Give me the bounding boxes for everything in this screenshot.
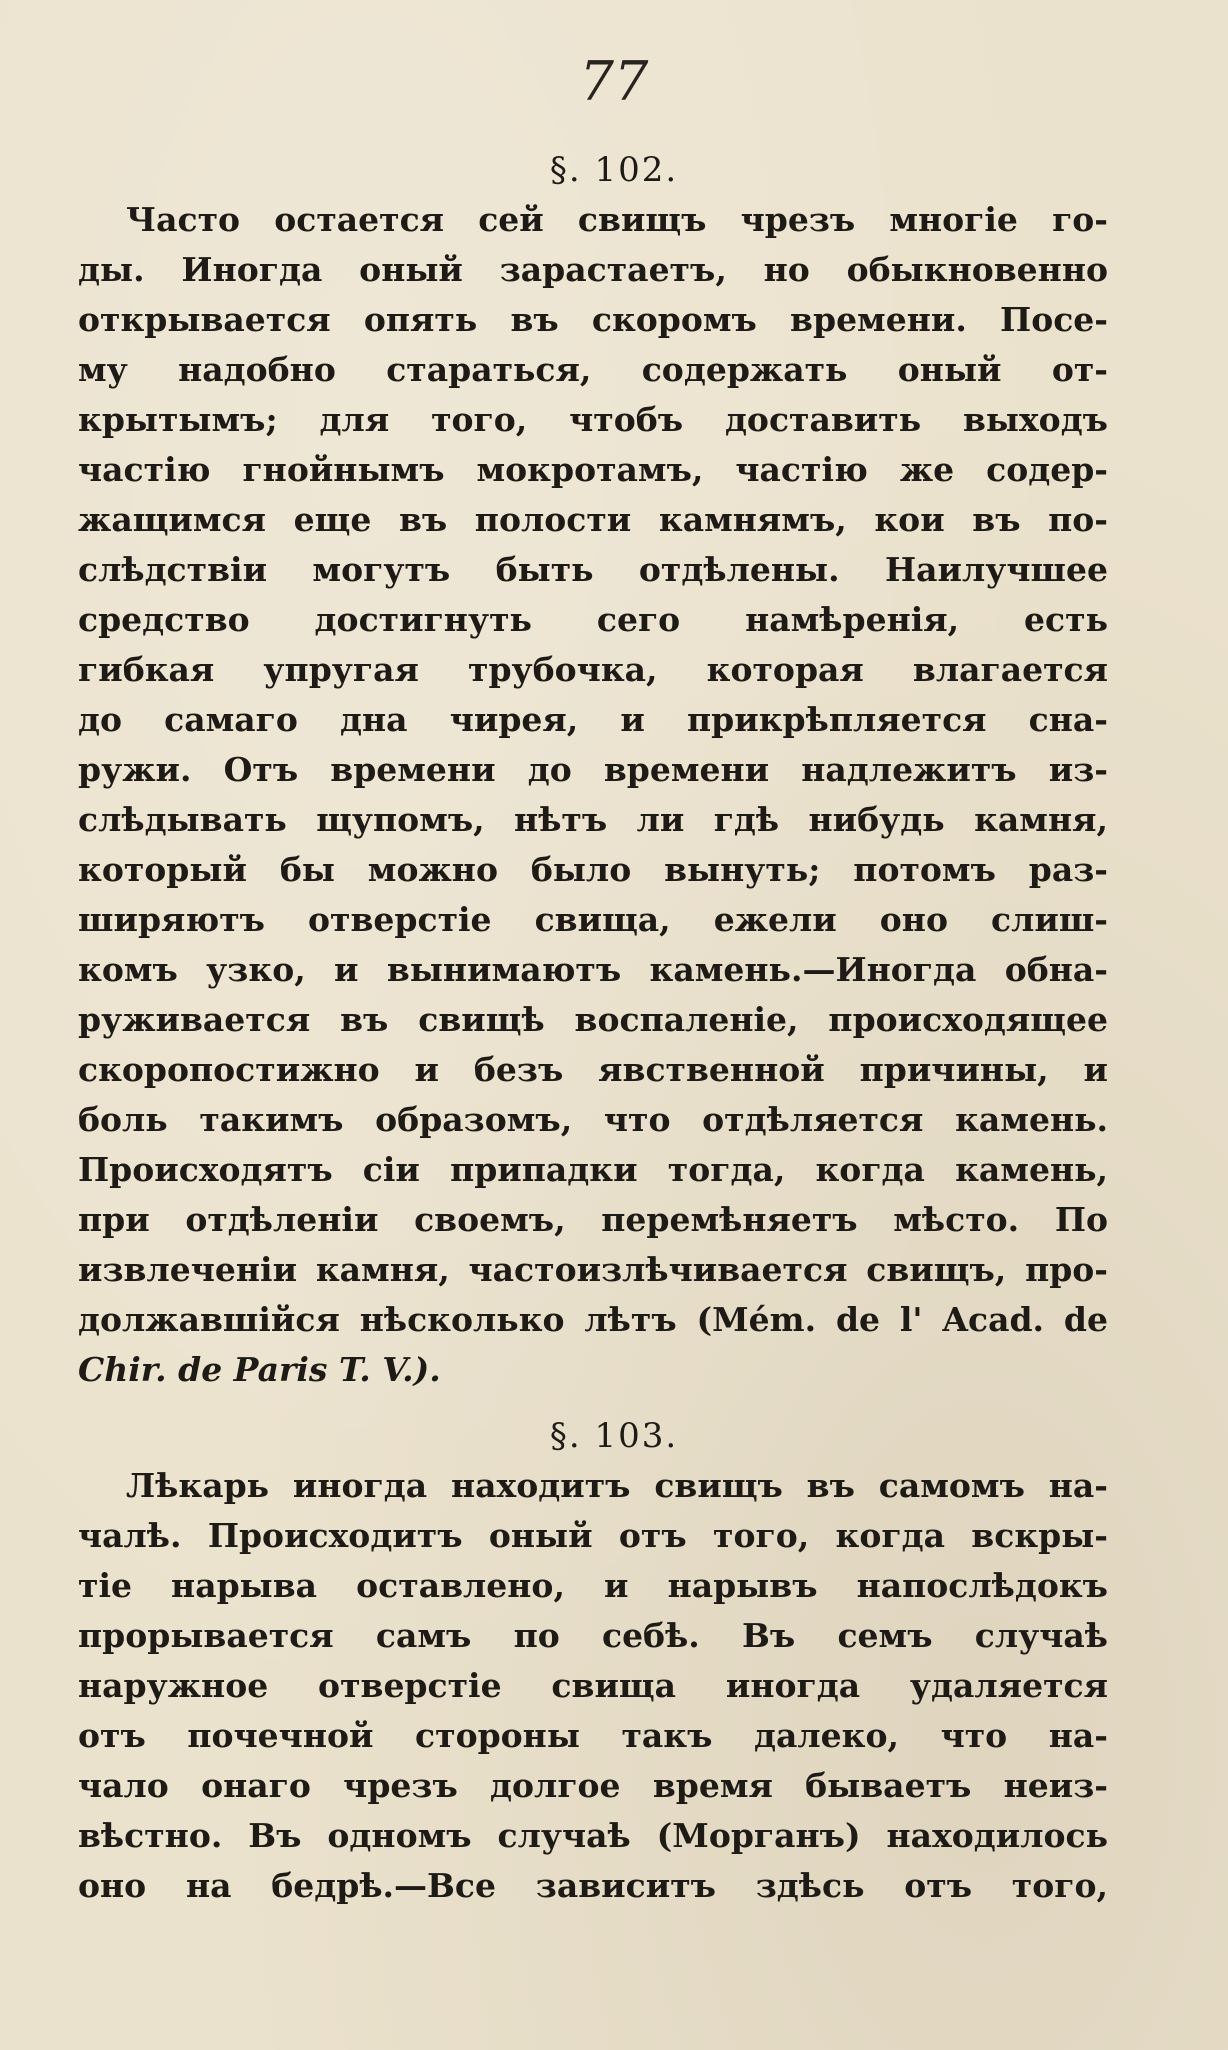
text-line: оно на бедрѣ.—Все зависитъ здѣсь отъ того, — [78, 1866, 1108, 1905]
text-line: Лѣкарь иногда находитъ свищъ въ самомъ на- — [126, 1466, 1108, 1505]
text-line: который бы можно было вынуть; потомъ раз- — [78, 850, 1108, 889]
text-line: слѣдствіи могутъ быть отдѣлены. Наилучшее — [78, 550, 1108, 589]
text-line: вѣстно. Въ одномъ случаѣ (Морганъ) находилось — [78, 1816, 1108, 1855]
text-line: извлеченіи камня, частоизлѣчивается свищъ, про- — [78, 1250, 1108, 1289]
text-line: боль такимъ образомъ, что отдѣляется камень. — [78, 1100, 1108, 1139]
text-line: открывается опять въ скоромъ времени. Посе- — [78, 300, 1108, 339]
text-line: комъ узко, и вынимаютъ камень.—Иногда обна- — [78, 950, 1108, 989]
text-line: Происходятъ сіи припадки тогда, когда камень, — [78, 1150, 1108, 1189]
text-line: скоропостижно и безъ явственной причины, и — [78, 1050, 1108, 1089]
section-102-body — [78, 195, 1108, 1395]
section-103-body — [78, 1461, 1108, 1911]
text-line: му надобно стараться, содержать оный от- — [78, 350, 1108, 389]
text-line: жащимся еще въ полости камнямъ, кои въ по- — [78, 500, 1108, 539]
text-line: чалѣ. Происходитъ оный отъ того, когда вскры- — [78, 1516, 1108, 1555]
text-line: тіе нарыва оставлено, и нарывъ напослѣдокъ — [78, 1566, 1108, 1605]
text-line: чало онаго чрезъ долгое время бываетъ неиз- — [78, 1766, 1108, 1805]
text-line: должавшійся нѣсколько лѣтъ (Mém. de l' Acad. de — [78, 1300, 1108, 1339]
text-line: Часто остается сей свищъ чрезъ многіе го- — [126, 200, 1108, 239]
text-line: наружное отверстіе свища иногда удаляется — [78, 1666, 1108, 1705]
text-line: крытымъ; для того, чтобъ доставить выходъ — [78, 400, 1108, 439]
section-heading-103: §. 103. — [549, 1416, 679, 1456]
page-number: 77 — [579, 50, 649, 113]
text-line: до самаго дна чирея, и прикрѣпляется сна- — [78, 700, 1108, 739]
text-line: ды. Иногда оный зарастаетъ, но обыкновенно — [78, 250, 1108, 289]
text-line: ширяютъ отверстіе свища, ежели оно слиш- — [78, 900, 1108, 939]
text-line: слѣдывать щупомъ, нѣтъ ли гдѣ нибудь камня, — [78, 800, 1108, 839]
text-line: частію гнойнымъ мокротамъ, частію же содер- — [78, 450, 1108, 489]
text-line: отъ почечной стороны такъ далеко, что на- — [78, 1716, 1108, 1755]
text-line: средство достигнуть сего намѣренія, есть — [78, 600, 1108, 639]
citation-line: Chir. de Paris T. V.). — [78, 1350, 441, 1389]
text-line: руживается въ свищѣ воспаленіе, происходящее — [78, 1000, 1108, 1039]
text-line: гибкая упругая трубочка, которая влагается — [78, 650, 1108, 689]
section-heading-102: §. 102. — [549, 150, 679, 190]
text-line: ружи. Отъ времени до времени надлежитъ из- — [78, 750, 1108, 789]
text-line: при отдѣленіи своемъ, перемѣняетъ мѣсто. По — [78, 1200, 1108, 1239]
text-line: прорывается самъ по себѣ. Въ семъ случаѣ — [78, 1616, 1108, 1655]
